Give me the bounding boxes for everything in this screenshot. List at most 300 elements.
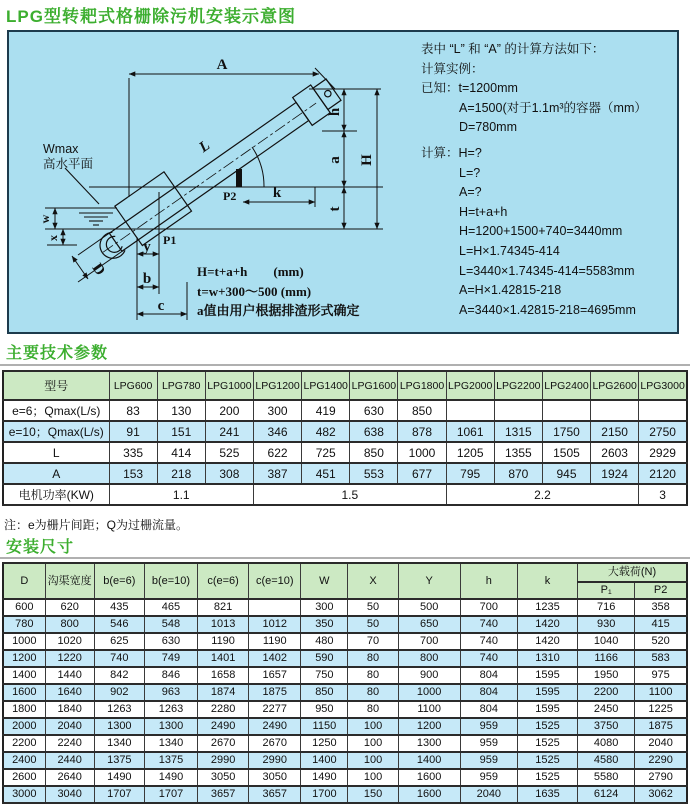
value-cell: 1200 [398, 718, 460, 735]
formula-line: a值由用户根据排渣形式确定 [197, 303, 360, 318]
dim-label-P2: P2 [223, 189, 237, 203]
value-cell: 1707 [94, 786, 144, 803]
value-cell: 1340 [94, 735, 144, 752]
value-cell: 1235 [517, 599, 577, 616]
dim-label-y: y [143, 239, 151, 255]
table-row [3, 684, 687, 701]
value-cell: 1000 [3, 633, 45, 650]
value-cell: 1640 [45, 684, 94, 701]
value-cell: 1061 [446, 421, 494, 442]
dim-label-A: A [216, 57, 228, 73]
value-cell: 1300 [144, 718, 197, 735]
power-value-cell: 1.5 [253, 484, 446, 505]
value-cell: 795 [446, 463, 494, 484]
value-cell: 335 [109, 442, 157, 463]
calc-line: A=H×1.42815-218 [459, 283, 562, 298]
value-cell: 878 [398, 421, 446, 442]
value-cell: 1040 [578, 633, 635, 650]
section-heading-tech-params: 主要技术参数 [6, 345, 109, 362]
value-cell: 553 [350, 463, 398, 484]
value-cell: 2670 [198, 735, 249, 752]
value-cell: 350 [301, 616, 348, 633]
value-cell: 100 [348, 735, 398, 752]
value-cell: 583 [635, 650, 687, 667]
model-cell: LPG2400 [542, 371, 590, 400]
row-label-cell: e=6；Qmax(L/s) [3, 400, 109, 421]
value-cell: 1505 [542, 442, 590, 463]
value-cell: 1400 [398, 752, 460, 769]
value-cell: 1595 [517, 667, 577, 684]
value-cell: 1707 [144, 786, 197, 803]
value-cell: 1000 [398, 442, 446, 463]
value-cell: 80 [348, 684, 398, 701]
row-label-cell: A [3, 463, 109, 484]
calc-line: H=1200+1500+740=3440mm [459, 224, 623, 239]
value-cell: 1800 [3, 701, 45, 718]
installation-diagram-panel [7, 30, 679, 334]
value-cell [542, 400, 590, 421]
value-cell: 1000 [398, 684, 460, 701]
value-cell: 91 [109, 421, 157, 442]
value-cell: 1875 [635, 718, 687, 735]
value-cell: 451 [302, 463, 350, 484]
value-cell: 945 [542, 463, 590, 484]
column-header-cell: b(e=10) [144, 563, 197, 599]
calc-line: A=3440×1.42815-218=4695mm [459, 302, 636, 317]
value-cell: 3657 [198, 786, 249, 803]
value-cell: 100 [348, 769, 398, 786]
value-cell: 3750 [578, 718, 635, 735]
value-cell: 1595 [517, 684, 577, 701]
value-cell: 2200 [578, 684, 635, 701]
dim-label-L: L [196, 137, 214, 156]
value-cell: 930 [578, 616, 635, 633]
value-cell: 749 [144, 650, 197, 667]
value-cell: 850 [398, 400, 446, 421]
value-cell: 83 [109, 400, 157, 421]
table-row [3, 633, 687, 650]
value-cell: 346 [253, 421, 301, 442]
value-cell: 150 [348, 786, 398, 803]
section-divider [0, 364, 690, 366]
value-cell: 548 [144, 616, 197, 633]
model-header-cell: 型号 [3, 371, 109, 400]
value-cell: 415 [635, 616, 687, 633]
value-cell: 2040 [635, 735, 687, 752]
calc-note [421, 40, 677, 320]
value-cell: 1166 [578, 650, 635, 667]
dim-label-k: k [272, 185, 282, 201]
row-label-cell: L [3, 442, 109, 463]
column-header-cell: h [460, 563, 517, 599]
value-cell: 2280 [198, 701, 249, 718]
value-cell: 2150 [591, 421, 639, 442]
value-cell: 2240 [45, 735, 94, 752]
value-cell: 804 [460, 684, 517, 701]
load-sub-header: P₁ [578, 582, 635, 599]
install-dims-table [2, 562, 688, 804]
value-cell: 1225 [635, 701, 687, 718]
value-cell: 1840 [45, 701, 94, 718]
value-cell [446, 400, 494, 421]
column-header-cell: D [3, 563, 45, 599]
model-cell: LPG1800 [398, 371, 446, 400]
value-cell: 1600 [398, 786, 460, 803]
value-cell: 850 [350, 442, 398, 463]
value-cell: 1150 [301, 718, 348, 735]
value-cell: 1490 [144, 769, 197, 786]
value-cell: 100 [348, 718, 398, 735]
value-cell: 480 [301, 633, 348, 650]
screen-machine-body [85, 65, 344, 267]
value-cell: 1595 [517, 701, 577, 718]
value-cell: 2670 [249, 735, 301, 752]
value-cell: 2000 [3, 718, 45, 735]
value-cell: 1440 [45, 667, 94, 684]
value-cell: 1355 [494, 442, 542, 463]
table-row [3, 599, 687, 616]
table-row [3, 463, 687, 484]
value-cell: 2277 [249, 701, 301, 718]
value-cell: 1315 [494, 421, 542, 442]
dim-label-P1: P1 [163, 233, 177, 247]
value-cell: 2200 [3, 735, 45, 752]
value-cell: 3050 [249, 769, 301, 786]
value-cell: 1657 [249, 667, 301, 684]
calc-line: H=t+a+h [459, 204, 508, 219]
table-row [3, 701, 687, 718]
value-cell: 520 [635, 633, 687, 650]
value-cell: 1100 [398, 701, 460, 718]
value-cell: 70 [348, 633, 398, 650]
value-cell: 1012 [249, 616, 301, 633]
value-cell: 846 [144, 667, 197, 684]
value-cell: 1013 [198, 616, 249, 633]
value-cell: 130 [157, 400, 205, 421]
value-cell: 1525 [517, 752, 577, 769]
value-cell: 80 [348, 650, 398, 667]
load-group-header: 大载荷(N) [578, 563, 687, 582]
value-cell: 2490 [249, 718, 301, 735]
dim-label-x: x [46, 235, 60, 241]
dim-label-b: b [142, 271, 152, 287]
value-cell: 500 [398, 599, 460, 616]
value-cell: 1300 [94, 718, 144, 735]
calc-line: A=1500(对于1.1m³的容器（mm） [459, 100, 647, 115]
dim-label-D: D [88, 260, 108, 279]
column-header-cell: 沟渠宽度 [45, 563, 94, 599]
value-cell: 1950 [578, 667, 635, 684]
value-cell: 1375 [144, 752, 197, 769]
value-cell: 800 [398, 650, 460, 667]
value-cell: 387 [253, 463, 301, 484]
value-cell: 1600 [398, 769, 460, 786]
value-cell: 750 [301, 667, 348, 684]
value-cell: 358 [635, 599, 687, 616]
section-divider [0, 557, 690, 559]
calc-line: 已知：t=1200mm [421, 81, 518, 96]
tech-table-body [3, 400, 687, 505]
value-cell: 1300 [398, 735, 460, 752]
value-cell: 2790 [635, 769, 687, 786]
model-cell: LPG2200 [494, 371, 542, 400]
value-cell: 2040 [45, 718, 94, 735]
wmax-label: Wmax [43, 142, 79, 156]
table-row [3, 650, 687, 667]
value-cell: 1750 [542, 421, 590, 442]
value-cell: 151 [157, 421, 205, 442]
value-cell: 1375 [94, 752, 144, 769]
value-cell: 650 [398, 616, 460, 633]
power-value-cell: 1.1 [109, 484, 253, 505]
value-cell: 716 [578, 599, 635, 616]
value-cell: 677 [398, 463, 446, 484]
value-cell: 900 [398, 667, 460, 684]
value-cell: 1420 [517, 616, 577, 633]
value-cell: 800 [45, 616, 94, 633]
value-cell [494, 400, 542, 421]
value-cell: 414 [157, 442, 205, 463]
value-cell: 1658 [198, 667, 249, 684]
value-cell: 1874 [198, 684, 249, 701]
dim-label-h: h [327, 107, 343, 117]
dim-label-w: w [38, 214, 52, 224]
value-cell: 4080 [578, 735, 635, 752]
page-title: LPG型转耙式格栅除污机安装示意图 [6, 7, 296, 26]
value-cell: 2603 [591, 442, 639, 463]
value-cell: 50 [348, 616, 398, 633]
column-header-cell: X [348, 563, 398, 599]
value-cell: 638 [350, 421, 398, 442]
column-header-cell: b(e=6) [94, 563, 144, 599]
power-value-cell: 3 [639, 484, 687, 505]
value-cell: 950 [301, 701, 348, 718]
value-cell [639, 400, 687, 421]
calc-line: 计算实例： [421, 61, 484, 76]
value-cell: 700 [398, 633, 460, 650]
load-sub-header: P2 [635, 582, 687, 599]
value-cell: 5580 [578, 769, 635, 786]
value-cell: 218 [157, 463, 205, 484]
value-cell: 630 [144, 633, 197, 650]
value-cell: 1875 [249, 684, 301, 701]
table-row [3, 442, 687, 463]
value-cell: 1340 [144, 735, 197, 752]
model-cell: LPG1600 [350, 371, 398, 400]
value-cell: 482 [302, 421, 350, 442]
dim-label-H: H [359, 154, 375, 166]
value-cell: 620 [45, 599, 94, 616]
value-cell: 3657 [249, 786, 301, 803]
value-cell: 241 [205, 421, 253, 442]
value-cell: 1525 [517, 735, 577, 752]
table-row [3, 752, 687, 769]
column-header-cell: c(e=6) [198, 563, 249, 599]
model-cell: LPG2000 [446, 371, 494, 400]
value-cell: 2990 [249, 752, 301, 769]
value-cell: 1635 [517, 786, 577, 803]
value-cell: 740 [460, 650, 517, 667]
value-cell: 2929 [639, 442, 687, 463]
value-cell: 1220 [45, 650, 94, 667]
model-cell: LPG1200 [253, 371, 301, 400]
value-cell: 435 [94, 599, 144, 616]
value-cell: 630 [350, 400, 398, 421]
value-cell: 200 [205, 400, 253, 421]
value-cell: 842 [94, 667, 144, 684]
value-cell: 2290 [635, 752, 687, 769]
value-cell: 2490 [198, 718, 249, 735]
value-cell: 902 [94, 684, 144, 701]
value-cell: 590 [301, 650, 348, 667]
model-cell: LPG1400 [302, 371, 350, 400]
value-cell: 3000 [3, 786, 45, 803]
value-cell: 300 [301, 599, 348, 616]
value-cell: 1400 [3, 667, 45, 684]
dim-label-t: t [327, 206, 343, 212]
value-cell: 1250 [301, 735, 348, 752]
column-header-cell: k [517, 563, 577, 599]
calc-line: L=H×1.74345-414 [459, 243, 560, 258]
value-cell: 2450 [578, 701, 635, 718]
tech-table-head [3, 371, 687, 400]
value-cell: 700 [460, 599, 517, 616]
power-value-cell: 2.2 [446, 484, 639, 505]
value-cell: 959 [460, 752, 517, 769]
value-cell [249, 599, 301, 616]
value-cell: 740 [460, 633, 517, 650]
calc-line: 表中 “L” 和 “A” 的计算方法如下： [421, 42, 605, 56]
value-cell: 780 [3, 616, 45, 633]
value-cell: 850 [301, 684, 348, 701]
value-cell: 2120 [639, 463, 687, 484]
row-label-cell: e=10；Qmax(L/s) [3, 421, 109, 442]
table-row [3, 769, 687, 786]
table-row [3, 735, 687, 752]
value-cell: 3040 [45, 786, 94, 803]
column-header-cell: W [301, 563, 348, 599]
value-cell: 1700 [301, 786, 348, 803]
value-cell: 1402 [249, 650, 301, 667]
value-cell: 525 [205, 442, 253, 463]
install-table-head [3, 563, 687, 599]
install-table-body [3, 599, 687, 803]
value-cell: 625 [94, 633, 144, 650]
value-cell: 3062 [635, 786, 687, 803]
value-cell: 1525 [517, 769, 577, 786]
value-cell: 1401 [198, 650, 249, 667]
value-cell: 1600 [3, 684, 45, 701]
column-header-cell: Y [398, 563, 460, 599]
value-cell: 1100 [635, 684, 687, 701]
value-cell: 2440 [45, 752, 94, 769]
calc-line: D=780mm [459, 120, 518, 135]
value-cell: 1190 [198, 633, 249, 650]
tech-table-header-row [3, 371, 687, 400]
value-cell: 1420 [517, 633, 577, 650]
value-cell: 1400 [301, 752, 348, 769]
value-cell: 2640 [45, 769, 94, 786]
calc-line: L=? [459, 165, 481, 180]
column-header-cell: c(e=10) [249, 563, 301, 599]
value-cell: 2750 [639, 421, 687, 442]
value-cell: 1924 [591, 463, 639, 484]
value-cell: 153 [109, 463, 157, 484]
value-cell: 1263 [94, 701, 144, 718]
install-header-row-1 [3, 563, 687, 582]
value-cell: 100 [348, 752, 398, 769]
value-cell: 50 [348, 599, 398, 616]
water-level-label: 高水平面 [43, 157, 94, 171]
value-cell: 600 [3, 599, 45, 616]
value-cell: 6124 [578, 786, 635, 803]
formula-line: H=t+a+h (mm) [197, 264, 304, 279]
value-cell: 959 [460, 769, 517, 786]
tech-params-table [2, 370, 688, 506]
value-cell: 959 [460, 718, 517, 735]
value-cell: 1525 [517, 718, 577, 735]
value-cell: 546 [94, 616, 144, 633]
value-cell [591, 400, 639, 421]
dim-label-a: a [327, 156, 343, 164]
table-row [3, 786, 687, 803]
value-cell: 740 [94, 650, 144, 667]
value-cell: 959 [460, 735, 517, 752]
model-cell: LPG600 [109, 371, 157, 400]
value-cell: 1190 [249, 633, 301, 650]
value-cell: 1310 [517, 650, 577, 667]
calc-line: L=3440×1.74345-414=5583mm [459, 263, 635, 278]
table-row [3, 400, 687, 421]
value-cell: 1200 [3, 650, 45, 667]
value-cell: 419 [302, 400, 350, 421]
formula-line: t=w+300～500 (mm) [197, 283, 312, 299]
value-cell: 622 [253, 442, 301, 463]
value-cell: 821 [198, 599, 249, 616]
value-cell: 804 [460, 701, 517, 718]
value-cell: 2400 [3, 752, 45, 769]
value-cell: 1020 [45, 633, 94, 650]
value-cell: 1490 [94, 769, 144, 786]
diagram-formula-notes [197, 262, 360, 321]
calc-line: 计算：H=? [421, 145, 482, 160]
section-heading-install-dims: 安装尺寸 [6, 539, 75, 556]
table-row [3, 421, 687, 442]
model-cell: LPG1000 [205, 371, 253, 400]
value-cell: 1205 [446, 442, 494, 463]
value-cell: 740 [460, 616, 517, 633]
table-row [3, 667, 687, 684]
value-cell: 725 [302, 442, 350, 463]
table-row [3, 718, 687, 735]
value-cell: 1263 [144, 701, 197, 718]
value-cell: 1490 [301, 769, 348, 786]
table-row [3, 616, 687, 633]
value-cell: 2600 [3, 769, 45, 786]
model-cell: LPG2600 [591, 371, 639, 400]
row-label-cell: 电机功率(KW) [3, 484, 109, 505]
calc-line: A=? [459, 185, 482, 200]
table-footnote: 注：e为栅片间距；Q为过栅流量。 [4, 518, 189, 532]
value-cell: 3050 [198, 769, 249, 786]
model-cell: LPG3000 [639, 371, 687, 400]
dim-label-c: c [157, 298, 165, 314]
model-cell: LPG780 [157, 371, 205, 400]
value-cell: 2040 [460, 786, 517, 803]
value-cell: 870 [494, 463, 542, 484]
value-cell: 963 [144, 684, 197, 701]
value-cell: 308 [205, 463, 253, 484]
